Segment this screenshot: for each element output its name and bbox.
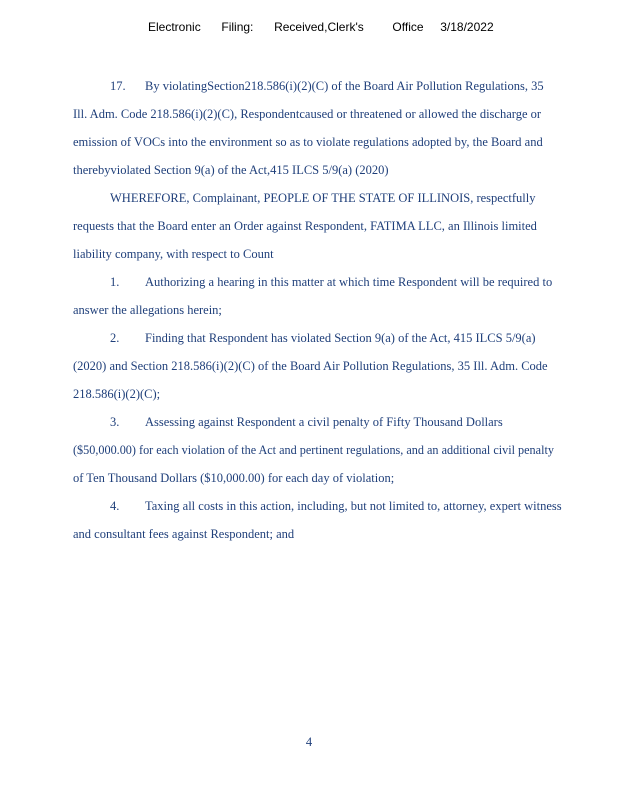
document-body — [73, 72, 613, 548]
paragraph-line: liability company, with respect to Count — [73, 247, 274, 261]
paragraph-17 — [73, 72, 613, 184]
wherefore-clause — [73, 184, 613, 268]
item-line: Assessing against Respondent a civil penalty of Fifty Thousand Dollars — [145, 415, 503, 429]
paragraph-line: By violatingSection218.586(i)(2)(C) of the Board Air Pollution Regulations, 35 — [145, 79, 544, 93]
header-word-received: Received,Clerk's — [274, 20, 364, 34]
paragraph-line: WHEREFORE, Complainant, PEOPLE OF THE STATE OF ILLINOIS, respectfully — [110, 191, 536, 205]
paragraph-line: emission of VOCs into the environment so as to violate regulations adopted by, the Board and — [73, 135, 543, 149]
header-word-office: Office — [392, 20, 424, 34]
item-line: ($50,000.00) for each violation of the Act and pertinent regulations, and an additional civil penalty — [73, 443, 554, 457]
header-word-electronic: Electronic — [148, 20, 201, 34]
item-line: and consultant fees against Respondent; and — [73, 527, 295, 541]
item-line: answer the allegations herein; — [73, 303, 222, 317]
paragraph-line: therebyviolated Section 9(a) of the Act,415 ILCS 5/9(a) (2020) — [73, 163, 389, 177]
relief-item-2 — [73, 324, 613, 408]
item-number: 3. — [110, 415, 120, 429]
paragraph-line: requests that the Board enter an Order against Respondent, FATIMA LLC, an Illinois limited — [73, 219, 537, 233]
item-line: 218.586(i)(2)(C); — [73, 387, 161, 401]
relief-item-4 — [73, 492, 613, 548]
item-line: Taxing all costs in this action, including, but not limited to, attorney, expert witness — [145, 499, 562, 513]
item-line: of Ten Thousand Dollars ($10,000.00) for each day of violation; — [73, 471, 395, 485]
header-word-filing: Filing: — [221, 20, 254, 34]
item-number: 4. — [110, 499, 120, 513]
header-date: 3/18/2022 — [440, 20, 494, 34]
item-line: Authorizing a hearing in this matter at which time Respondent will be required to — [145, 275, 553, 289]
item-number: 2. — [110, 331, 120, 345]
filing-stamp-header — [148, 20, 494, 34]
item-number: 1. — [110, 275, 120, 289]
paragraph-line: Ill. Adm. Code 218.586(i)(2)(C), Respondentcaused or threatened or allowed the discharge or — [73, 107, 542, 121]
relief-item-3 — [73, 408, 613, 492]
relief-item-1 — [73, 268, 613, 324]
page-number: 4 — [305, 735, 313, 749]
item-line: (2020) and Section 218.586(i)(2)(C) of the Board Air Pollution Regulations, 35 Ill. Adm. Code — [73, 359, 548, 373]
item-line: Finding that Respondent has violated Section 9(a) of the Act, 415 ILCS 5/9(a) — [145, 331, 536, 345]
paragraph-number: 17. — [110, 79, 126, 93]
